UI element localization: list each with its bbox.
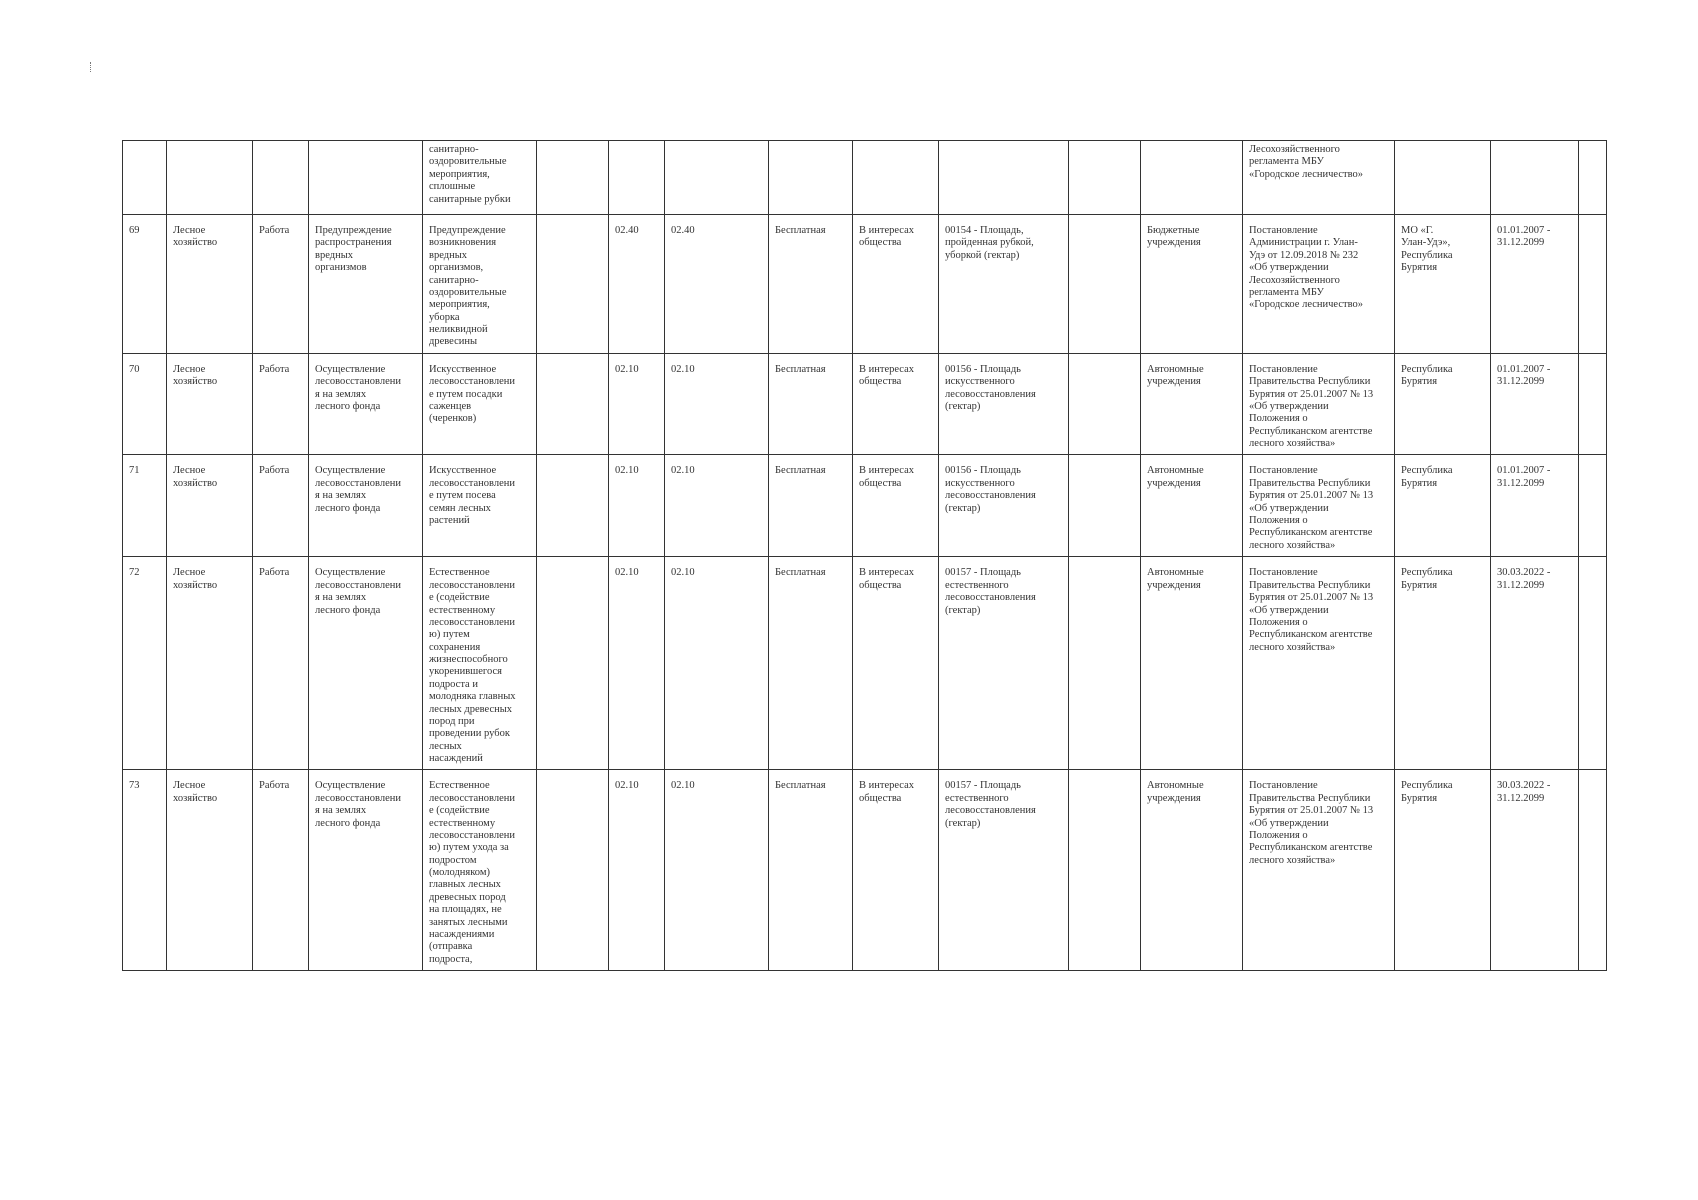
cell-institution-type-text: Бюджетные учреждения (1147, 225, 1201, 249)
cell-period (1491, 141, 1579, 215)
cell-sector-text: Лесное хозяйство (173, 780, 218, 804)
cell-service-name-text: Осуществление лесовосстановлени я на землях лесного фонда (315, 465, 401, 514)
cell-indicator-text: 00154 - Площадь, пройденная рубкой, уборкой (гектар) (945, 225, 1034, 261)
cell-payment-text: Бесплатная (775, 363, 826, 375)
cell-period-text: 01.01.2007 - 31.12.2099 (1497, 225, 1551, 249)
cell-kind (253, 770, 309, 971)
cell-blank-6 (537, 770, 609, 971)
cell-payment (769, 770, 853, 971)
cell-blank-6 (537, 353, 609, 455)
cell-indicator (939, 455, 1069, 557)
cell-institution-type (1141, 770, 1243, 971)
cell-service-name-text: Предупреждение распространения вредных организмов (315, 225, 392, 274)
cell-institution-type (1141, 557, 1243, 770)
cell-payment-text: Бесплатная (775, 465, 826, 477)
cell-indicator (939, 353, 1069, 455)
cell-territory-text: Республика Бурятия (1401, 363, 1453, 388)
cell-code-2-text: 02.10 (671, 567, 695, 579)
cell-territory (1395, 770, 1491, 971)
cell-code-2 (665, 353, 769, 455)
cell-code-2 (665, 770, 769, 971)
cell-number (123, 353, 167, 455)
cell-kind (253, 215, 309, 354)
cell-interest (853, 353, 939, 455)
cell-institution-type (1141, 141, 1243, 215)
cell-payment (769, 353, 853, 455)
cell-payment (769, 141, 853, 215)
services-table (122, 140, 1607, 971)
cell-period-text: 30.03.2022 - 31.12.2099 (1497, 567, 1551, 591)
cell-service-name (309, 215, 423, 354)
cell-payment-text: Бесплатная (775, 780, 826, 792)
cell-kind (253, 141, 309, 215)
cell-sector-text: Лесное хозяйство (173, 363, 218, 388)
cell-code-2 (665, 557, 769, 770)
cell-interest (853, 455, 939, 557)
cell-period (1491, 353, 1579, 455)
table-row (123, 557, 1607, 770)
cell-service-content (423, 353, 537, 455)
cell-code-1 (609, 215, 665, 354)
cell-institution-type-text: Автономные учреждения (1147, 465, 1204, 489)
cell-blank-6 (537, 455, 609, 557)
cell-institution-type-text: Автономные учреждения (1147, 567, 1204, 591)
cell-institution-type (1141, 215, 1243, 354)
scan-mark (90, 62, 93, 72)
cell-interest-text: В интересах общества (859, 780, 914, 804)
cell-code-2-text: 02.40 (671, 225, 695, 236)
cell-territory (1395, 455, 1491, 557)
cell-service-name (309, 770, 423, 971)
cell-number-text: 69 (129, 225, 140, 236)
cell-blank-17 (1579, 455, 1607, 557)
cell-blank-12 (1069, 141, 1141, 215)
cell-indicator-text: 00157 - Площадь естественного лесовосстановления (гектар) (945, 567, 1036, 616)
cell-blank-17 (1579, 215, 1607, 354)
cell-territory (1395, 141, 1491, 215)
cell-kind-text: Работа (259, 225, 290, 236)
cell-payment (769, 215, 853, 354)
cell-period (1491, 557, 1579, 770)
cell-kind (253, 455, 309, 557)
cell-institution-type (1141, 455, 1243, 557)
cell-blank-12 (1069, 770, 1141, 971)
cell-payment (769, 455, 853, 557)
cell-institution-type (1141, 353, 1243, 455)
cell-code-1-text: 02.10 (615, 363, 639, 375)
cell-blank-6 (537, 557, 609, 770)
cell-indicator-text: 00156 - Площадь искусственного лесовосстановления (гектар) (945, 465, 1036, 514)
cell-sector (167, 770, 253, 971)
cell-number (123, 141, 167, 215)
cell-kind (253, 557, 309, 770)
cell-period-text: 01.01.2007 - 31.12.2099 (1497, 465, 1551, 489)
cell-indicator (939, 215, 1069, 354)
table-row (123, 770, 1607, 971)
cell-indicator (939, 770, 1069, 971)
cell-sector-text: Лесное хозяйство (173, 567, 218, 591)
cell-legal-basis (1243, 353, 1395, 455)
cell-period-text: 30.03.2022 - 31.12.2099 (1497, 780, 1551, 804)
cell-kind-text: Работа (259, 363, 290, 375)
cell-payment-text: Бесплатная (775, 567, 826, 579)
cell-interest-text: В интересах общества (859, 567, 914, 591)
cell-service-content-text: Искусственное лесовосстановлени е путем посева семян лесных растений (429, 465, 515, 526)
cell-service-name-text: Осуществление лесовосстановлени я на землях лесного фонда (315, 567, 401, 616)
cell-sector-text: Лесное хозяйство (173, 465, 218, 489)
cell-legal-basis-text: Постановление Правительства Республики Бурятия от 25.01.2007 № 13 «Об утверждении Положения о Республиканском агентстве лесного хозяйства» (1249, 567, 1374, 653)
cell-service-content-text: Предупреждение возникновения вредных организмов, санитарно- оздоровительные мероприятия, уборка неликвидной древесины (429, 225, 507, 348)
cell-legal-basis (1243, 557, 1395, 770)
cell-payment (769, 557, 853, 770)
cell-indicator-text: 00157 - Площадь естественного лесовосстановления (гектар) (945, 780, 1036, 829)
cell-interest (853, 141, 939, 215)
cell-sector (167, 455, 253, 557)
cell-sector-text: Лесное хозяйство (173, 225, 218, 249)
cell-legal-basis-text: Лесохозяйственного регламента МБУ «Городское лесничество» (1249, 144, 1363, 180)
cell-institution-type-text: Автономные учреждения (1147, 780, 1204, 804)
cell-service-content (423, 141, 537, 215)
cell-territory-text: Республика Бурятия (1401, 465, 1453, 489)
cell-code-1 (609, 770, 665, 971)
cell-code-1-text: 02.10 (615, 567, 639, 579)
cell-blank-17 (1579, 770, 1607, 971)
cell-legal-basis-text: Постановление Правительства Республики Бурятия от 25.01.2007 № 13 «Об утверждении Положения о Республиканском агентстве лесного хозяйства» (1249, 363, 1374, 449)
cell-code-2-text: 02.10 (671, 465, 695, 477)
cell-number-text: 72 (129, 567, 140, 579)
cell-legal-basis-text: Постановление Администрации г. Улан- Удэ от 12.09.2018 № 232 «Об утверждении Лесохозяйственного регламента МБУ «Городское лесничество» (1249, 225, 1363, 311)
cell-code-1-text: 02.10 (615, 780, 639, 792)
cell-blank-6 (537, 215, 609, 354)
cell-code-1 (609, 353, 665, 455)
cell-number (123, 215, 167, 354)
cell-kind-text: Работа (259, 465, 290, 477)
cell-number (123, 557, 167, 770)
cell-sector (167, 353, 253, 455)
cell-blank-12 (1069, 455, 1141, 557)
cell-service-name (309, 353, 423, 455)
cell-territory-text: МО «Г. Улан-Удэ», Республика Бурятия (1401, 225, 1453, 274)
cell-service-content (423, 557, 537, 770)
cell-interest-text: В интересах общества (859, 225, 914, 249)
cell-institution-type-text: Автономные учреждения (1147, 363, 1204, 388)
cell-service-content-text: Естественное лесовосстановлени е (содействие естественному лесовосстановлени ю) путем ухода за подростом (молодняком) главных лесных древесных пород на площадях, не занятых лесными насаждениями (отправка подроста, (429, 780, 515, 965)
cell-code-2 (665, 215, 769, 354)
cell-legal-basis-text: Постановление Правительства Республики Бурятия от 25.01.2007 № 13 «Об утверждении Положения о Республиканском агентстве лесного хозяйства» (1249, 465, 1374, 551)
cell-sector (167, 557, 253, 770)
cell-code-2 (665, 141, 769, 215)
cell-number (123, 770, 167, 971)
cell-number-text: 71 (129, 465, 140, 477)
cell-blank-12 (1069, 215, 1141, 354)
cell-territory (1395, 557, 1491, 770)
cell-indicator (939, 141, 1069, 215)
cell-service-content (423, 455, 537, 557)
cell-service-name (309, 141, 423, 215)
cell-period (1491, 770, 1579, 971)
cell-service-content-text: Искусственное лесовосстановлени е путем посадки саженцев (черенков) (429, 363, 515, 425)
cell-legal-basis (1243, 215, 1395, 354)
table-row (123, 215, 1607, 354)
cell-territory-text: Республика Бурятия (1401, 780, 1453, 804)
cell-code-1-text: 02.40 (615, 225, 639, 236)
cell-legal-basis (1243, 455, 1395, 557)
cell-service-name-text: Осуществление лесовосстановлени я на землях лесного фонда (315, 780, 401, 829)
cell-blank-6 (537, 141, 609, 215)
cell-indicator-text: 00156 - Площадь искусственного лесовосстановления (гектар) (945, 363, 1036, 412)
cell-territory (1395, 215, 1491, 354)
cell-interest (853, 557, 939, 770)
table-row (123, 353, 1607, 455)
cell-interest-text: В интересах общества (859, 465, 914, 489)
cell-service-content-text: Естественное лесовосстановлени е (содействие естественному лесовосстановлени ю) путем сохранения жизнеспособного укоренившегося подроста и молодняка главных лесных древесных пород при проведении рубок лесных насаждений (429, 567, 516, 764)
cell-code-2-text: 02.10 (671, 780, 695, 792)
cell-number-text: 73 (129, 780, 140, 792)
cell-blank-12 (1069, 353, 1141, 455)
cell-sector (167, 215, 253, 354)
cell-blank-17 (1579, 141, 1607, 215)
cell-service-content (423, 215, 537, 354)
cell-sector (167, 141, 253, 215)
cell-kind-text: Работа (259, 780, 290, 792)
cell-period-text: 01.01.2007 - 31.12.2099 (1497, 363, 1551, 388)
cell-service-name-text: Осуществление лесовосстановлени я на землях лесного фонда (315, 363, 401, 412)
table-row (123, 141, 1607, 215)
cell-code-1 (609, 141, 665, 215)
cell-blank-17 (1579, 557, 1607, 770)
cell-service-name (309, 557, 423, 770)
table-row (123, 455, 1607, 557)
cell-period (1491, 455, 1579, 557)
cell-number-text: 70 (129, 363, 140, 375)
cell-territory (1395, 353, 1491, 455)
cell-legal-basis-text: Постановление Правительства Республики Бурятия от 25.01.2007 № 13 «Об утверждении Положения о Республиканском агентстве лесного хозяйства» (1249, 780, 1374, 866)
cell-blank-12 (1069, 557, 1141, 770)
cell-service-content-text: санитарно- оздоровительные мероприятия, сплошные санитарные рубки (429, 144, 511, 205)
cell-period (1491, 215, 1579, 354)
cell-kind (253, 353, 309, 455)
cell-code-2 (665, 455, 769, 557)
cell-interest (853, 215, 939, 354)
cell-code-1 (609, 455, 665, 557)
cell-service-name (309, 455, 423, 557)
cell-interest (853, 770, 939, 971)
cell-code-1 (609, 557, 665, 770)
cell-number (123, 455, 167, 557)
cell-kind-text: Работа (259, 567, 290, 579)
cell-legal-basis (1243, 141, 1395, 215)
cell-code-2-text: 02.10 (671, 363, 695, 375)
cell-blank-17 (1579, 353, 1607, 455)
cell-code-1-text: 02.10 (615, 465, 639, 477)
cell-legal-basis (1243, 770, 1395, 971)
cell-indicator (939, 557, 1069, 770)
cell-interest-text: В интересах общества (859, 363, 914, 388)
cell-territory-text: Республика Бурятия (1401, 567, 1453, 591)
cell-service-content (423, 770, 537, 971)
cell-payment-text: Бесплатная (775, 225, 826, 236)
